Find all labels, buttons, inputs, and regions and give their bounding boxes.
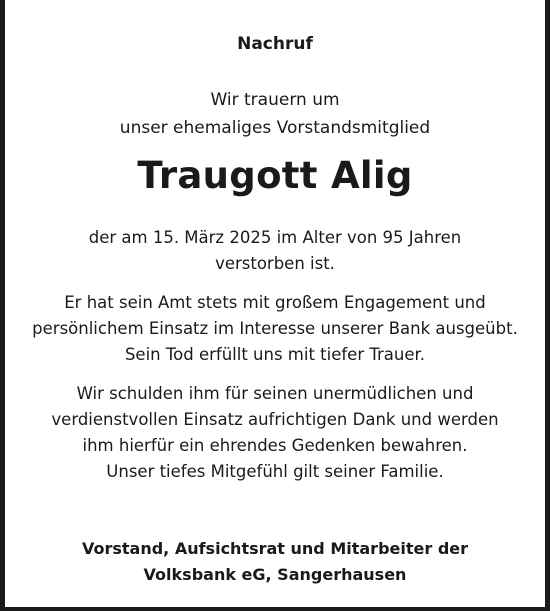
signature-line: Volksbank eG, Sangerhausen — [143, 565, 407, 584]
death-info-line: der am 15. März 2025 im Alter von 95 Jahren — [88, 228, 462, 247]
death-info-line: verstorben ist. — [215, 254, 335, 273]
intro-line: unser ehemaliges Vorstandsmitglied — [119, 118, 431, 138]
gratitude-paragraph — [5, 381, 545, 485]
tribute-line: persönlichem Einsatz im Interesse unserer Bank ausgeübt. — [32, 319, 518, 338]
gratitude-line: verdienstvollen Einsatz aufrichtigen Dank und werden — [51, 410, 499, 429]
notice-heading: Nachruf — [237, 34, 313, 54]
deceased-name: Traugott Alig — [137, 154, 413, 197]
gratitude-line: ihm hierfür ein ehrendes Gedenken bewahren. — [82, 436, 468, 455]
intro-text — [5, 86, 545, 142]
gratitude-line: Wir schulden ihm für seinen unermüdlichen und — [76, 384, 474, 403]
tribute-paragraph — [5, 290, 545, 368]
gratitude-line: Unser tiefes Mitgefühl gilt seiner Familie. — [106, 462, 444, 481]
death-info — [5, 225, 545, 277]
signature-line: Vorstand, Aufsichtsrat und Mitarbeiter der — [81, 539, 469, 558]
signature-block — [5, 536, 545, 588]
intro-line: Wir trauern um — [210, 90, 340, 110]
tribute-line: Er hat sein Amt stets mit großem Engagement und — [64, 293, 486, 312]
tribute-line: Sein Tod erfüllt uns mit tiefer Trauer. — [124, 345, 426, 364]
